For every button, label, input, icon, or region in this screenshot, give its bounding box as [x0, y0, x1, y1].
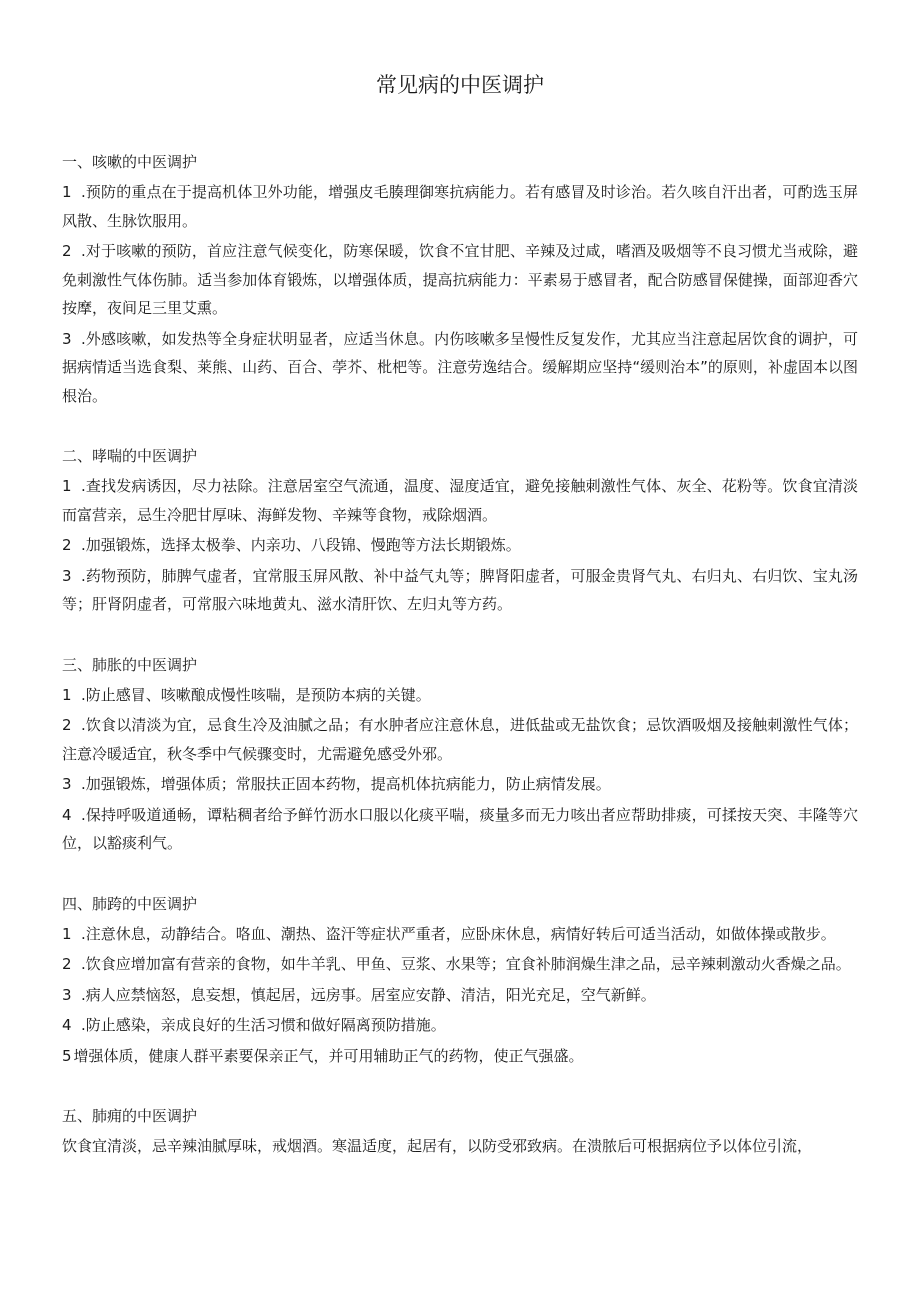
- item-number: 2: [62, 955, 72, 973]
- section-3: [62, 651, 858, 858]
- section-4: [62, 890, 858, 1071]
- item-text: .防止感染，亲成良好的生活习惯和做好隔离预防措施。: [81, 1016, 446, 1034]
- item-number: 1: [62, 924, 72, 943]
- item-text: .加强锻炼，选择太极拳、内亲功、八段锦、慢跑等方法长期锻炼。: [81, 536, 521, 554]
- item-text: .防止感冒、咳嗽酿成慢性咳喘，是预防本病的关键。: [81, 685, 431, 704]
- item-text: .饮食以清淡为宜，忌食生冷及油腻之品；有水肿者应注意休息，进低盐或无盐饮食；忌饮酒吸烟及接触刺激性气体；注意冷暖适宜，秋冬季中气候骤变时，尤需避免感受外邪。: [62, 716, 858, 763]
- paragraph-item: [62, 1042, 858, 1071]
- section-heading: 三、肺胀的中医调护: [62, 655, 198, 674]
- item-number: 3: [62, 985, 72, 1004]
- paragraph-item: [62, 711, 858, 768]
- page-title: 常见病的中医调护: [376, 73, 544, 97]
- item-text: .外感咳嗽，如发热等全身症状明显者，应适当休息。内伤咳嗽多呈慢性反复发作，尤其应当注意起居饮食的调护，可据病情适当选食梨、莱熊、山药、百合、荸芥、枇杷等。注意劳逸结合。缓解期应坚持“缓则治本”的原则，补虚固本以图根治。: [62, 329, 858, 405]
- item-text: .查找发病诱因，尽力祛除。注意居室空气流通，温度、湿度适宜，避免接触刺激性气体、灰全、花粉等。饮食宜清淡而富营亲，忌生冷肥甘厚味、海鲜发物、辛辣等食物，戒除烟酒。: [62, 477, 858, 524]
- item-number: 3: [62, 775, 72, 793]
- item-text: 饮食宜清淡，忌辛辣油腻厚味，戒烟酒。寒温适度，起居有，以防受邪致病。在溃脓后可根据病位予以体位引流，: [62, 1137, 813, 1155]
- item-number: 1: [62, 183, 72, 201]
- section-heading: 四、肺跨的中医调护: [62, 894, 198, 913]
- item-number: 1: [62, 685, 72, 704]
- section-2: [62, 442, 858, 619]
- paragraph-item: [62, 981, 858, 1010]
- item-text: .饮食应增加富有营亲的食物，如牛羊乳、甲鱼、豆浆、水果等；宜食补肺润燥生津之品，忌辛辣刺激动火香燥之品。: [81, 955, 851, 973]
- item-text: .注意休息，动静结合。咯血、潮热、盗汗等症状严重者，应卧床休息，病情好转后可适当活动，如做体操或散步。: [81, 924, 836, 943]
- paragraph-item: [62, 801, 858, 858]
- section-heading: 二、哮喘的中医调护: [62, 447, 198, 465]
- item-text: .对于咳嗽的预防，首应注意气候变化，防寒保暖，饮食不宜甘肥、辛辣及过咸，嗜酒及吸烟等不良习惯尤当戒除，避免刺激性气体伤肺。适当参加体育锻炼，以增强体质，提高抗病能力：平素易于感冒者，配合防感冒保健操，面部迎香穴按摩，夜间足三里艾熏。: [62, 242, 858, 317]
- item-number: 3: [62, 329, 72, 348]
- paragraph-item: [62, 531, 858, 560]
- item-number: 3: [62, 566, 72, 585]
- item-text: .保持呼吸道通畅，谭粘稠者给予鲜竹沥水口服以化痰平喘，痰量多而无力咳出者应帮助排痰，可揉按天突、丰隆等穴位，以豁痰利气。: [62, 805, 858, 852]
- paragraph-item: [62, 950, 858, 979]
- item-number: 2: [62, 716, 72, 734]
- document-body: [62, 148, 858, 1193]
- item-number: 5: [62, 1046, 72, 1065]
- paragraph-item: [62, 472, 858, 529]
- paragraph-item: [62, 178, 858, 235]
- item-text: 增强体质，健康人群平素要保亲正气，并可用辅助正气的药物，使正气强盛。: [73, 1046, 584, 1065]
- paragraph-item: [62, 681, 858, 710]
- paragraph-item: [62, 1011, 858, 1040]
- item-number: 4: [62, 805, 72, 824]
- section-heading: 五、肺痈的中医调护: [62, 1107, 198, 1125]
- paragraph-item: [62, 1132, 858, 1161]
- item-text: .预防的重点在于提高机体卫外功能，增强皮毛腠理御寒抗病能力。若有感冒及时诊治。若久咳自汗出者，可酌选玉屏风散、生脉饮服用。: [62, 183, 858, 230]
- item-number: 2: [62, 536, 72, 554]
- paragraph-item: [62, 920, 858, 949]
- paragraph-item: [62, 325, 858, 411]
- item-number: 2: [62, 242, 72, 260]
- section-1: [62, 148, 858, 410]
- item-text: .药物预防，肺脾气虚者，宜常服玉屏风散、补中益气丸等；脾肾阳虚者，可服金贵肾气丸、右归丸、右归饮、宝丸汤等；肝肾阴虚者，可常服六味地黄丸、滋水清肝饮、左归丸等方药。: [62, 566, 858, 613]
- item-text: .病人应禁恼怒，息妄想，慎起居，远房事。居室应安静、清洁，阳光充足，空气新鲜。: [81, 985, 656, 1004]
- paragraph-item: [62, 770, 858, 799]
- item-number: 1: [62, 477, 72, 495]
- paragraph-item: [62, 562, 858, 619]
- paragraph-item: [62, 237, 858, 323]
- item-number: 4: [62, 1016, 72, 1034]
- section-heading: 一、咳嗽的中医调护: [62, 153, 198, 171]
- item-text: .加强锻炼，增强体质；常服扶正固本药物，提高机体抗病能力，防止病情发展。: [81, 775, 611, 793]
- section-5: [62, 1102, 858, 1161]
